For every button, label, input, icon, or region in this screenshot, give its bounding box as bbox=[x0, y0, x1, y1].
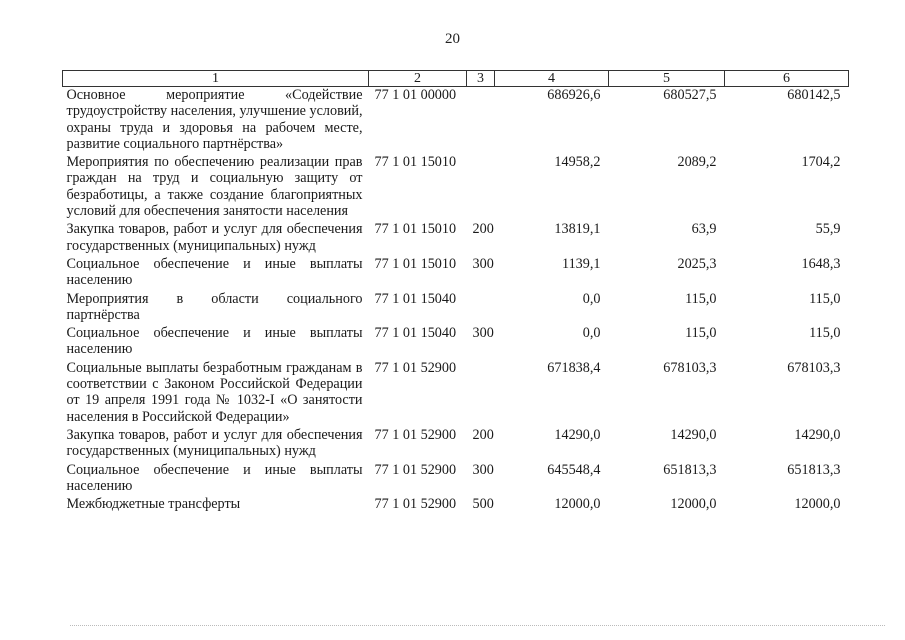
row-value-col5: 680527,5 bbox=[663, 87, 717, 103]
row-name: Социальное обеспечение и иные выплаты населению bbox=[66, 255, 363, 289]
row-expense-type: 300 bbox=[472, 255, 494, 272]
row-target-code: 77 1 01 52900 bbox=[374, 461, 457, 478]
column-header: 6 bbox=[725, 71, 849, 87]
row-value-col6: 115,0 bbox=[809, 325, 841, 342]
budget-table bbox=[62, 70, 849, 512]
scan-edge-noise bbox=[70, 625, 885, 628]
row-value-col4: 14958,2 bbox=[554, 154, 601, 171]
row-target-code: 77 1 01 52900 bbox=[374, 426, 457, 443]
row-name: Закупка товаров, работ и услуг для обеспечения государственных (муниципальных) нужд bbox=[66, 426, 363, 460]
table-row bbox=[63, 289, 849, 324]
row-value-col6: 678103,3 bbox=[787, 359, 841, 376]
row-value-col4: 645548,4 bbox=[547, 461, 601, 478]
row-value-col6: 115,0 bbox=[809, 290, 841, 307]
row-value-col5: 115,0 bbox=[685, 290, 717, 307]
row-value-col4: 13819,1 bbox=[554, 221, 601, 238]
row-name: Закупка товаров, работ и услуг для обеспечения государственных (муниципальных) нужд bbox=[66, 221, 363, 254]
row-value-col5: 63,9 bbox=[691, 221, 717, 238]
row-name: Социальные выплаты безработным гражданам в соответствии с Законом Российской Федерации от 19 апреля 1991 года № 1032-I «О занятости населения в Российской Федерации» bbox=[66, 359, 363, 425]
row-target-code: 77 1 01 15010 bbox=[374, 255, 457, 272]
row-value-col5: 2089,2 bbox=[677, 154, 717, 171]
row-expense-type bbox=[467, 289, 495, 324]
row-value-col5: 14290,0 bbox=[670, 426, 717, 443]
row-value-col5: 2025,3 bbox=[677, 255, 717, 272]
row-expense-type: 300 bbox=[472, 461, 494, 478]
table-header-row bbox=[63, 71, 849, 87]
row-value-col6: 55,9 bbox=[815, 221, 841, 238]
column-header: 4 bbox=[495, 71, 609, 87]
row-expense-type bbox=[467, 358, 495, 425]
row-name: Мероприятия по обеспечению реализации прав граждан на труд и социальную защиту от безработицы, а также создание благоприятных условий для обеспечения занятости населения bbox=[66, 154, 363, 220]
row-value-col6: 1648,3 bbox=[801, 255, 841, 272]
row-value-col5: 12000,0 bbox=[670, 496, 717, 513]
column-header: 3 bbox=[467, 71, 495, 87]
row-target-code: 77 1 01 00000 bbox=[374, 87, 457, 103]
row-target-code: 77 1 01 52900 bbox=[374, 359, 457, 376]
row-expense-type bbox=[467, 152, 495, 219]
table-row bbox=[63, 425, 849, 460]
table-row bbox=[63, 460, 849, 495]
row-expense-type: 300 bbox=[472, 325, 494, 342]
row-target-code: 77 1 01 15040 bbox=[374, 325, 457, 342]
row-value-col4: 12000,0 bbox=[554, 496, 601, 513]
row-value-col5: 678103,3 bbox=[663, 359, 717, 376]
column-header: 1 bbox=[63, 71, 369, 87]
row-value-col5: 115,0 bbox=[685, 325, 717, 342]
row-expense-type: 500 bbox=[472, 496, 494, 513]
row-value-col5: 651813,3 bbox=[663, 461, 717, 478]
table-row bbox=[63, 254, 849, 289]
page-number: 20 bbox=[445, 31, 460, 47]
row-value-col4: 686926,6 bbox=[547, 87, 601, 103]
table-row bbox=[63, 323, 849, 358]
row-target-code: 77 1 01 15010 bbox=[374, 221, 457, 238]
column-header: 2 bbox=[369, 71, 467, 87]
table-row bbox=[63, 358, 849, 425]
row-target-code: 77 1 01 52900 bbox=[374, 496, 457, 513]
row-name: Мероприятия в области социального партнёрства bbox=[66, 290, 363, 323]
row-expense-type: 200 bbox=[472, 221, 494, 238]
row-target-code: 77 1 01 15040 bbox=[374, 290, 457, 307]
row-value-col4: 14290,0 bbox=[554, 426, 601, 443]
column-header: 5 bbox=[609, 71, 725, 87]
table-row bbox=[63, 494, 849, 512]
row-name: Основное мероприятие «Содействие трудоустройству населения, улучшение условий, охраны труда и здоровья на рабочем месте, развитие социального партнёрства» bbox=[66, 87, 363, 152]
row-target-code: 77 1 01 15010 bbox=[374, 154, 457, 171]
row-value-col6: 12000,0 bbox=[794, 496, 841, 513]
row-name: Социальное обеспечение и иные выплаты населению bbox=[66, 461, 363, 494]
row-value-col6: 680142,5 bbox=[787, 87, 841, 103]
row-value-col6: 14290,0 bbox=[794, 426, 841, 443]
row-value-col6: 1704,2 bbox=[801, 154, 841, 171]
table-row bbox=[63, 87, 849, 153]
row-value-col4: 0,0 bbox=[582, 325, 601, 342]
row-value-col6: 651813,3 bbox=[787, 461, 841, 478]
row-value-col4: 1139,1 bbox=[562, 255, 601, 272]
row-expense-type bbox=[467, 87, 495, 153]
row-expense-type: 200 bbox=[472, 426, 494, 443]
row-name: Социальное обеспечение и иные выплаты населению bbox=[66, 325, 363, 358]
row-value-col4: 671838,4 bbox=[547, 359, 601, 376]
row-value-col4: 0,0 bbox=[582, 290, 601, 307]
table-row bbox=[63, 152, 849, 219]
row-name: Межбюджетные трансферты bbox=[66, 496, 241, 513]
table-row bbox=[63, 219, 849, 254]
